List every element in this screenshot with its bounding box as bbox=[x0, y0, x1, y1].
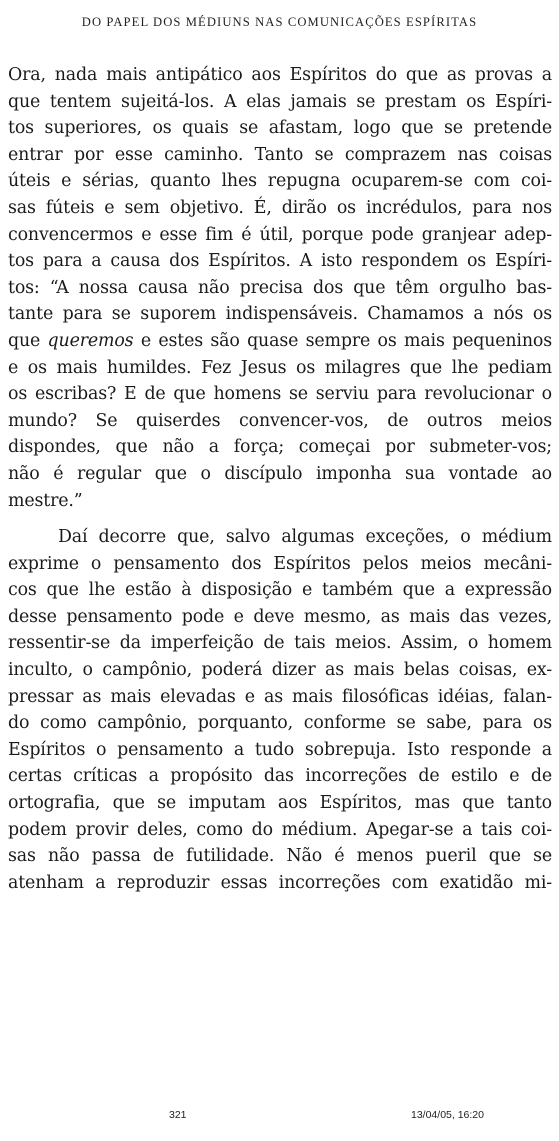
text-line: do como campônio, porquanto, conforme se sabe, para os bbox=[8, 713, 552, 734]
text-line: que tentem sujeitá-los. A elas jamais se prestam os Espíri- bbox=[8, 91, 552, 112]
paragraph bbox=[8, 524, 552, 896]
text-line bbox=[8, 328, 552, 355]
text-line: exprime o pensamento dos Espíritos pelos meios mecâni- bbox=[8, 553, 552, 574]
text-line: convencermos e esse fim é útil, porque pode granjear adep- bbox=[8, 224, 552, 245]
text-line: Daí decorre que, salvo algumas exceções, o médium bbox=[58, 527, 552, 548]
text-line: mundo? Se quiserdes convencer-vos, de outros meios bbox=[8, 410, 552, 431]
text-line: dispondes, que não a força; começai por submeter-vos; bbox=[8, 437, 552, 458]
text-line: sas fúteis e sem objetivo. É, dirão os incrédulos, para nos bbox=[8, 197, 552, 218]
text-line: tos: “A nossa causa não precisa dos que têm orgulho bas- bbox=[8, 277, 552, 298]
paragraph-spacer bbox=[8, 514, 552, 524]
text-line: cos que lhe estão à disposição e também que a expressão bbox=[8, 580, 552, 601]
paragraph bbox=[8, 62, 552, 514]
print-timestamp: 13/04/05, 16:20 bbox=[411, 1109, 484, 1121]
text-line: tos para a causa dos Espíritos. A isto respondem os Espíri- bbox=[8, 251, 552, 272]
text-line: entrar por esse caminho. Tanto se comprazem nas coisas bbox=[8, 144, 552, 165]
text-line: tos superiores, os quais se afastam, logo que se pretende bbox=[8, 118, 552, 139]
text-line: Ora, nada mais antipático aos Espíritos do que as provas a bbox=[8, 65, 552, 85]
page-number: 321 bbox=[169, 1109, 187, 1121]
text-line: os escribas? E de que homens se serviu para revolucionar o bbox=[8, 384, 552, 405]
text-line: desse pensamento pode e deve mesmo, as mais das vezes, bbox=[8, 606, 552, 627]
text-line: Espíritos o pensamento a tudo sobrepuja. Isto responde a bbox=[8, 739, 552, 760]
emphasized-word: queremos bbox=[47, 330, 134, 351]
text-line: certas críticas a propósito das incorreções de estilo e de bbox=[8, 766, 552, 787]
text-line: tante para se suporem indispensáveis. Chamamos a nós os bbox=[8, 304, 552, 325]
running-head: DO PAPEL DOS MÉDIUNS NAS COMUNICAÇÕES ESPÍRITAS bbox=[81, 15, 478, 29]
text-run: que bbox=[8, 330, 48, 351]
text-line: ressentir-se da imperfeição de tais meios. Assim, o homem bbox=[8, 633, 552, 654]
text-line: sas não passa de futilidade. Não é menos pueril que se bbox=[8, 846, 552, 867]
text-line: atenham a reproduzir essas incorreções com exatidão mi- bbox=[8, 872, 552, 893]
text-line: e os mais humildes. Fez Jesus os milagres que lhe pediam bbox=[8, 357, 552, 378]
text-line: ortografia, que se imputam aos Espíritos, mas que tanto bbox=[8, 793, 552, 814]
text-line: inculto, o campônio, poderá dizer as mais belas coisas, ex- bbox=[8, 660, 552, 681]
text-line: úteis e sérias, quanto lhes repugna ocuparem-se com coi- bbox=[8, 171, 552, 192]
text-line: pressar as mais elevadas e as mais filosóficas idéias, falan- bbox=[8, 686, 552, 707]
text-line: não é regular que o discípulo imponha sua vontade ao bbox=[8, 463, 552, 484]
text-line: podem provir deles, como do médium. Apegar-se a tais coi- bbox=[8, 819, 552, 840]
body-text bbox=[8, 62, 552, 896]
text-run: e estes são quase sempre os mais pequeninos bbox=[133, 330, 552, 351]
text-line: mestre.” bbox=[8, 490, 83, 511]
